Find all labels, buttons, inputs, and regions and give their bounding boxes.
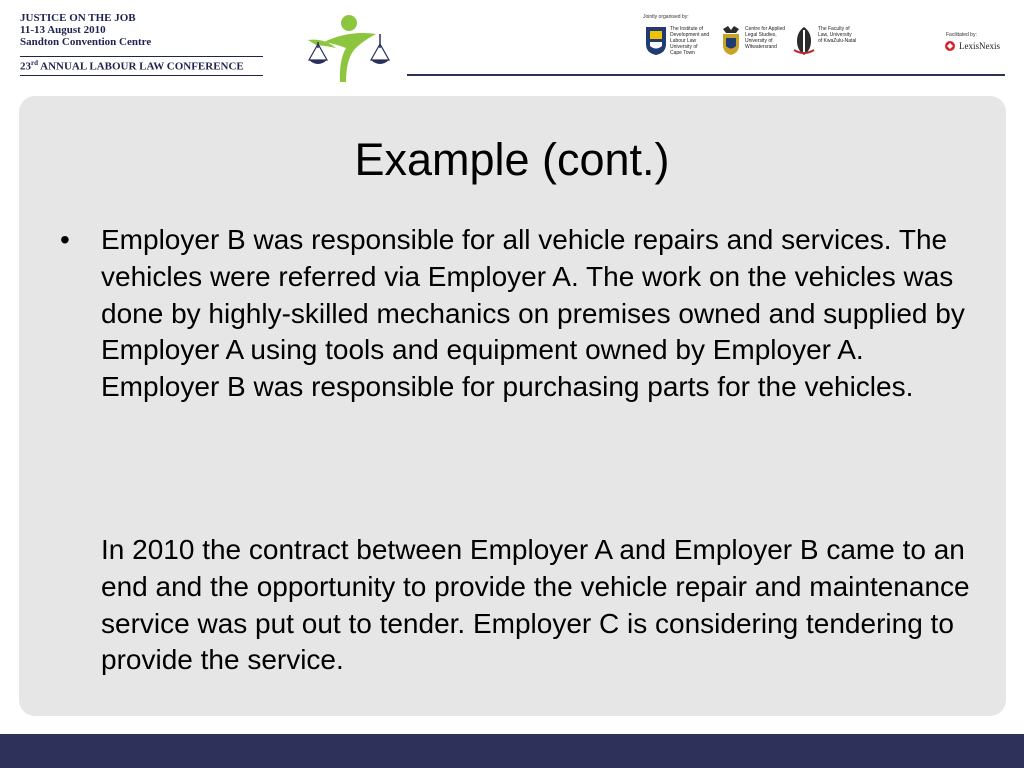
uct-crest-icon (645, 26, 667, 56)
conference-info (20, 12, 264, 48)
bullet-paragraph-1: Employer B was responsible for all vehicle repairs and services. The vehicles were referred via Employer A. The work on the vehicles was done by highly-skilled mechanics on premises owned and supplied by Employer A using tools and equipment owned by Employer A. Employer B was responsible for purchasing parts for the vehicles. (101, 224, 965, 403)
lexisnexis-logo (944, 40, 1000, 52)
organiser-uct-line: The Institute of (670, 26, 704, 32)
wits-crest-icon (720, 26, 742, 56)
organiser-wits-line: Centre for Applied (745, 26, 786, 32)
lexisnexis-emblem-icon (944, 40, 956, 52)
organiser-wits (720, 26, 791, 56)
slide-title: Example (cont.) (354, 134, 670, 185)
bullet-marker: • (60, 224, 70, 255)
conference-venue: Sandton Convention Centre (20, 36, 152, 48)
header-divider (407, 74, 1005, 76)
ukzn-crest-icon (793, 26, 815, 56)
organiser-uct-line: Labour Law (670, 38, 697, 44)
conference-divider (20, 56, 263, 57)
organiser-uct-line: Cape Town (670, 50, 695, 56)
organiser-uct-line: University of (670, 44, 698, 50)
organiser-ukzn (793, 26, 864, 56)
facilitator-caption: Facilitated by: (946, 32, 977, 38)
organiser-wits-line: Witwatersrand (745, 44, 777, 50)
bullet-paragraph-2: In 2010 the contract between Employer A and Employer B came to an end and the opportunity to provide the vehicle repair and maintenance service was put out to tender. Employer C is considering tendering to provide the service. (101, 534, 970, 676)
organiser-uct-line: Development and (670, 32, 710, 38)
organiser-ukzn-line: Law, University (818, 32, 852, 38)
conference-title: 23rd ANNUAL LABOUR LAW CONFERENCE (20, 59, 244, 73)
organiser-uct (645, 26, 716, 56)
organiser-ukzn-line: of KwaZulu-Natal (818, 38, 857, 44)
justice-scales-logo-icon (306, 12, 392, 88)
facilitator-name: LexisNexis (959, 41, 1000, 51)
conference-name: JUSTICE ON THE JOB (20, 12, 136, 24)
footer-bar (0, 734, 1024, 768)
conference-divider-bottom (20, 75, 263, 76)
organiser-wits-line: University of (745, 38, 773, 44)
organiser-wits-line: Legal Studies, (745, 32, 777, 38)
organiser-ukzn-line: The Faculty of (818, 26, 850, 32)
conference-dates: 11-13 August 2010 (20, 24, 106, 36)
organisers-caption: Jointly organised by: (643, 14, 689, 20)
